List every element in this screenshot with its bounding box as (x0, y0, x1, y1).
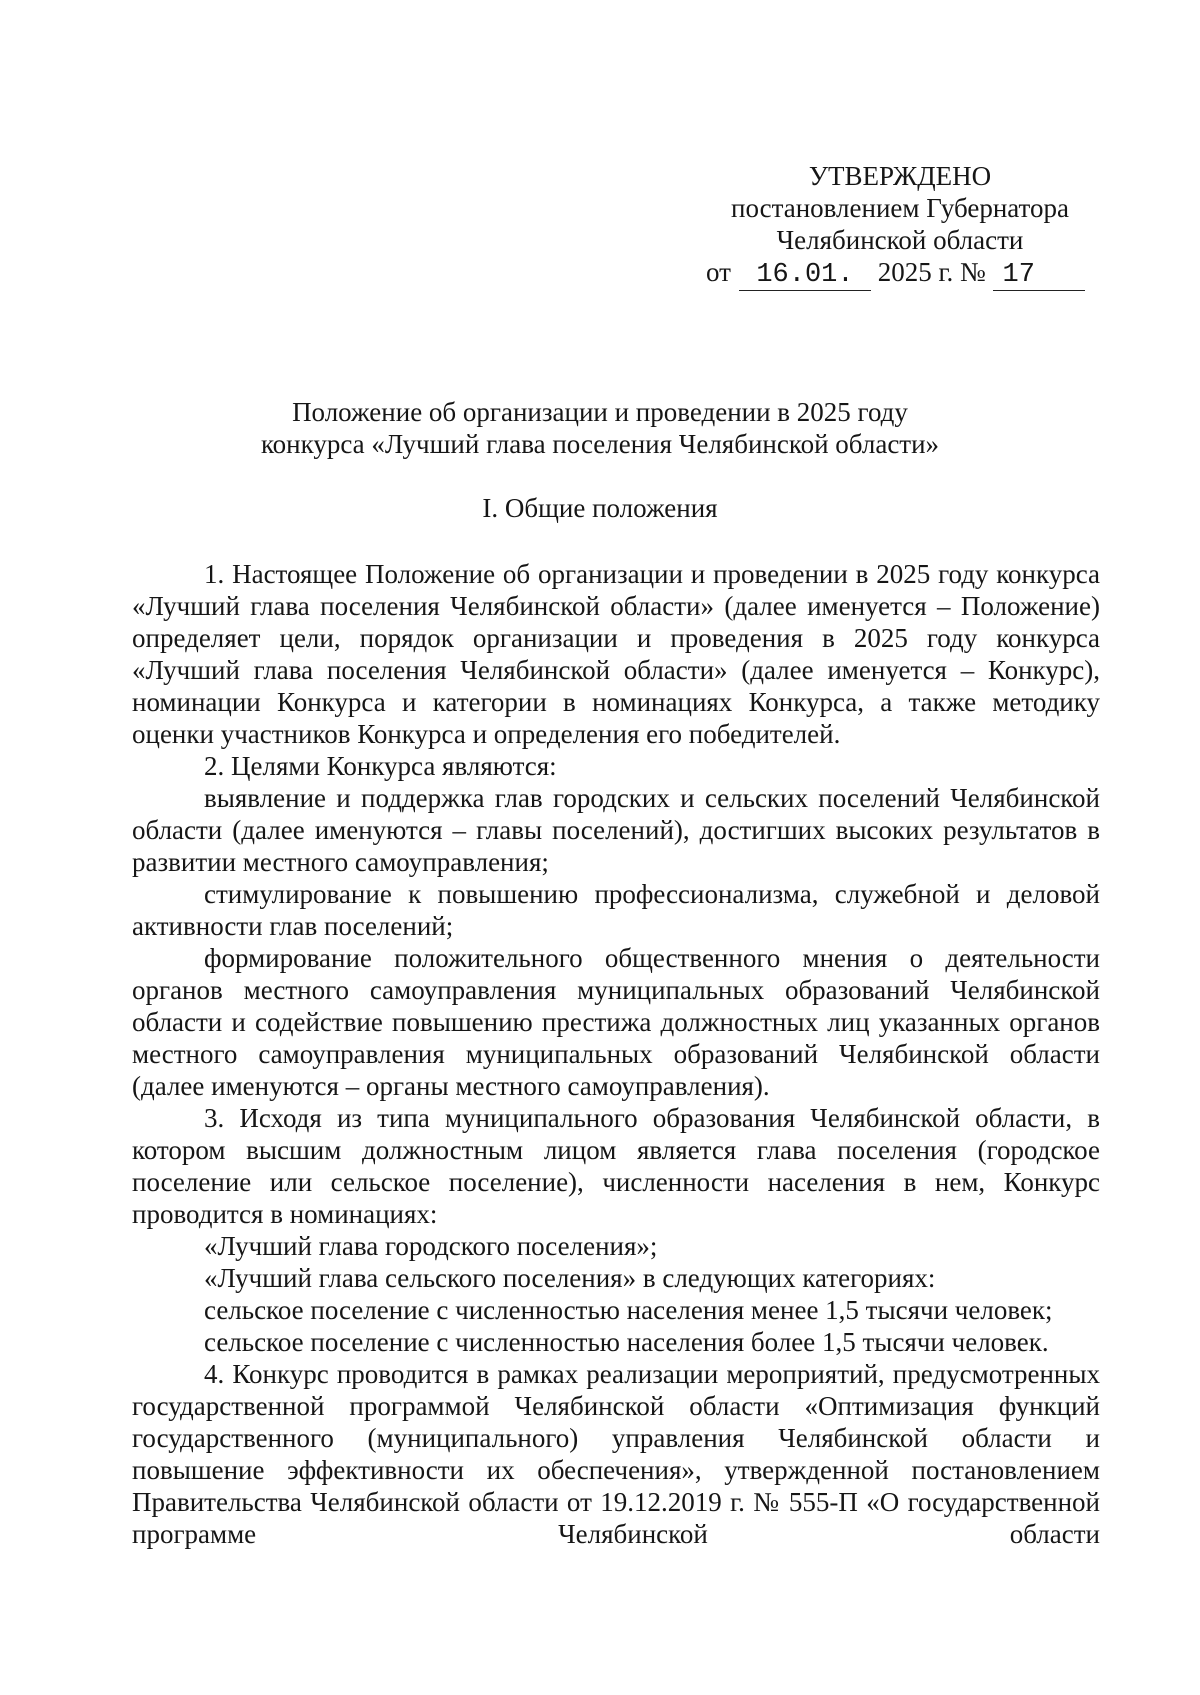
title-line-1: Положение об организации и проведении в 2025 году (292, 397, 908, 427)
approval-line-1: постановлением Губернатора (731, 193, 1069, 223)
approval-word: УТВЕРЖДЕНО (808, 161, 992, 191)
approval-year-text: 2025 г. № (877, 257, 986, 287)
approval-date-line (700, 256, 1100, 291)
approval-line-2: Челябинской области (776, 225, 1024, 255)
approval-date-field: 16.01. (739, 260, 871, 291)
approval-number-field: 17 (993, 260, 1085, 291)
paragraph-3: выявление и поддержка глав городских и сельских поселений Челябинской области (далее именуются – главы поселений), достигших высоких результатов в развитии местного самоуправления; (132, 783, 1100, 877)
document-body (132, 558, 1100, 1550)
paragraph-9: сельское поселение с численностью населения менее 1,5 тысячи человек; (204, 1295, 1053, 1325)
paragraph-11: 4. Конкурс проводится в рамках реализации мероприятий, предусмотренных государственной программой Челябинской области «Оптимизация функций государственного (муниципального) управления Челябинской области и повышение эффективности их обеспечения», утвержденной постановлением Правительства Челябинской области от 19.12.2019 г. № 555-П «О государственной программе Челябинской области (132, 1359, 1100, 1549)
approval-from-label: от (706, 257, 731, 287)
title-line-2: конкурса «Лучший глава поселения Челябинской области» (260, 429, 940, 459)
paragraph-5: формирование положительного общественного мнения о деятельности органов местного самоуправления муниципальных образований Челябинской области и содействие повышению престижа должностных лиц указанных органов местного самоуправления муниципальных образований Челябинской области (далее именуются – органы местного самоуправления). (132, 943, 1100, 1101)
paragraph-7: «Лучший глава городского поселения»; (204, 1231, 658, 1261)
paragraph-2: 2. Целями Конкурса являются: (204, 751, 557, 781)
document-title (120, 396, 1080, 460)
paragraph-10: сельское поселение с численностью населения более 1,5 тысячи человек. (204, 1327, 1049, 1357)
paragraph-8: «Лучший глава сельского поселения» в следующих категориях: (204, 1263, 936, 1293)
paragraph-6: 3. Исходя из типа муниципального образования Челябинской области, в котором высшим должностным лицом является глава поселения (городское поселение или сельское поселение), численности населения в нем, Конкурс проводится в номинациях: (132, 1103, 1100, 1229)
section-heading: I. Общие положения (482, 493, 718, 523)
paragraph-1: 1. Настоящее Положение об организации и проведении в 2025 году конкурса «Лучший глава поселения Челябинской области» (далее именуется – Положение) определяет цели, порядок организации и проведения в 2025 году конкурса «Лучший глава поселения Челябинской области» (далее именуется – Конкурс), номинации Конкурса и категории в номинациях Конкурса, а также методику оценки участников Конкурса и определения его победителей. (132, 559, 1100, 749)
approval-stamp (700, 160, 1100, 291)
paragraph-4: стимулирование к повышению профессионализма, служебной и деловой активности глав поселений; (132, 879, 1100, 941)
